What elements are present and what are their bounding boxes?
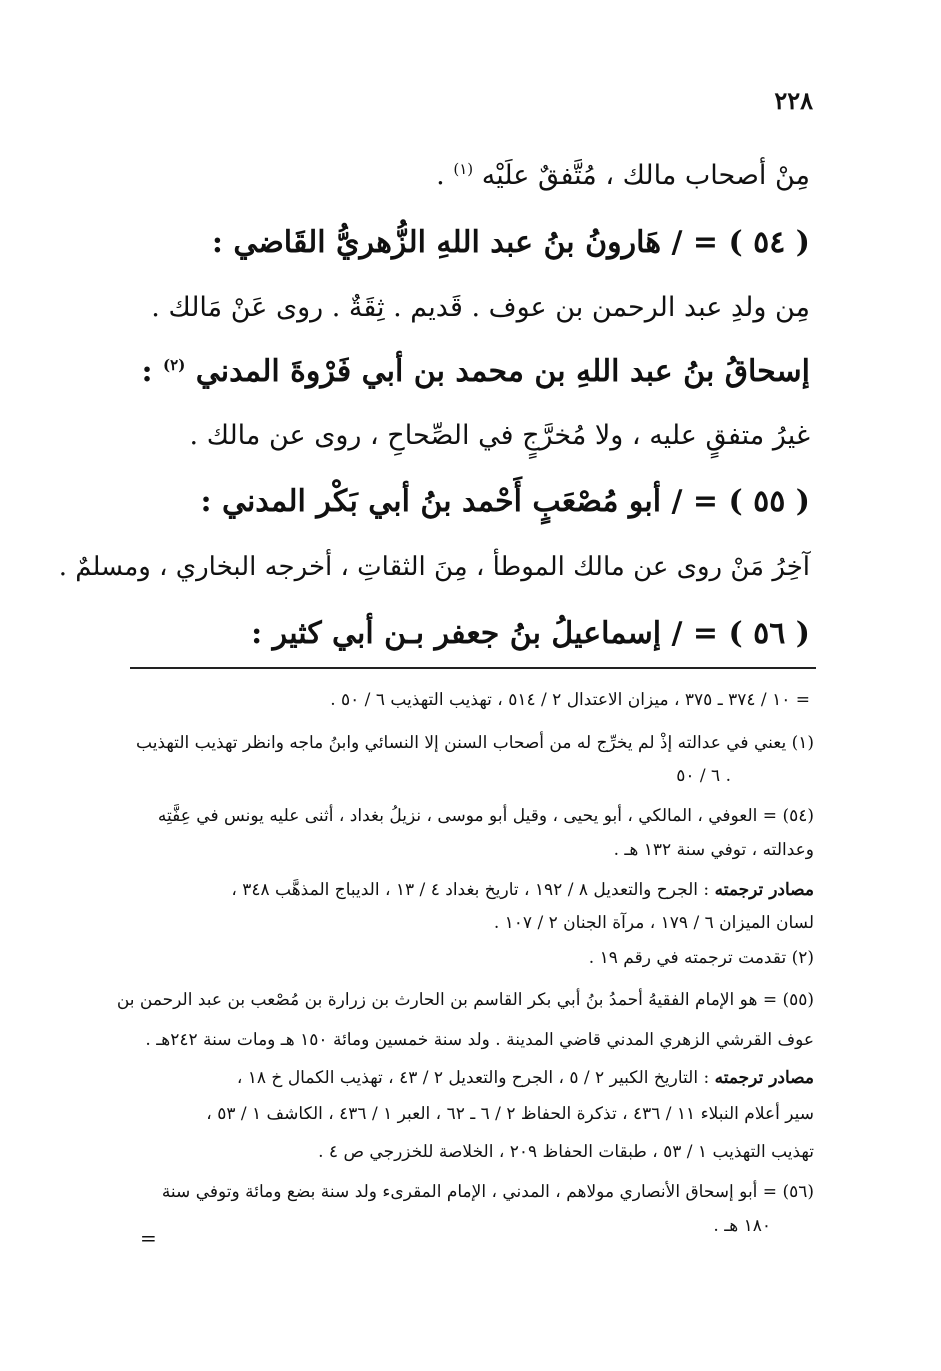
entry-heading-55: ( ٥٥ ) = / أبو مُصْعَبٍ أَحْمد بنُ أبي بَكْر المدني : [200,484,810,519]
footnote-line: عوف القرشي الزهري المدني قاضي المدينة . ولد سنة خمسين ومائة ١٥٠ هـ ومات سنة ٢٤٢هـ . [145,1030,814,1050]
footnote-line [237,1068,814,1088]
heading-end: : [141,354,153,389]
sources-label: مصادر ترجمته [714,880,814,900]
continuation-mark: = [140,1226,157,1250]
footnote-line: (٥٦) = أبو إسحاق الأنصاري مولاهم ، المدني ، الإمام المقرىء ولد سنة بضع ومائة وتوفي سنة [161,1182,814,1202]
entry-heading-54: ( ٥٤ ) = / هَارونُ بنُ عبد اللهِ الزُّهريُّ القَاضي : [211,225,810,260]
footnote-line: وعدالته ، توفي سنة ١٣٢ هـ . [613,840,814,860]
footnote-line: = ١٠ / ٣٧٤ ـ ٣٧٥ ، ميزان الاعتدال ٢ / ٥١٤ ، تهذيب التهذيب ٦ / ٥٠ . [330,690,810,710]
footnote-ref: (٢) [163,356,186,374]
text-line: آخِرُ مَنْ روى عن مالك الموطأ ، مِنَ الثقاتِ ، أخرجه البخاري ، ومسلمٌ . [58,552,810,582]
text-line: مِن ولدِ عبد الرحمن بن عوف . قَديم . ثِقَةٌ . روى عَنْ مَالك . [151,292,810,323]
text-line: غيرُ متفقٍ عليه ، ولا مُخرَّجٍ في الصِّحاحِ ، روى عن مالك . [189,420,810,451]
footnote-line: ٦ / ٥٠ . [676,766,731,786]
heading-text: إسحاقُ بنُ عبد اللهِ بن محمد بن أبي فَرْوةَ المدني [195,354,810,389]
footnote-line: (٥٥) = هو الإمام الفقيهُ أحمدُ بنُ أبي بكر القاسم بن الحارث بن زرارة بن مُصْعب بن عبد الرحمن بن [116,990,814,1010]
text-line-content: مِنْ أصحاب مالك ، مُتَّفقٌ علَيْه [481,160,810,191]
footnote-line [231,880,814,900]
sources-text: : الجرح والتعديل ٨ / ١٩٢ ، تاريخ بغداد ٤ / ١٣ ، الديباج المذهَّب ٣٤٨ ، [231,880,710,900]
text-line-end: . [436,160,445,191]
footnote-line: سير أعلام النبلاء ١١ / ٤٣٦ ، تذكرة الحفاظ ٢ / ٦ ـ ٦٢ ، العبر ١ / ٤٣٦ ، الكاشف ١ / ٥٣ ، [206,1104,814,1124]
text-line [436,160,810,191]
footnote-line: (١) يعني في عدالته إذْ لم يخرِّج له من أصحاب السنن إلا النسائي وابنُ ماجه وانظر تهذيب التهذيب [136,733,814,753]
entry-heading-ishaq [141,354,810,389]
footnote-line: تهذيب التهذيب ١ / ٥٣ ، طبقات الحفاظ ٢٠٩ ، الخلاصة للخزرجي ص ٤ . [318,1142,814,1162]
footnote-line: (٢) تقدمت ترجمته في رقم ١٩ . [588,948,814,968]
footnote-ref: (١) [453,160,474,178]
page-number: ٢٢٨ [774,86,813,115]
footnote-line: (٥٤) = العوفي ، المالكي ، أبو يحيى ، وقيل أبو موسى ، نزيلُ بغداد ، أثنى عليه يونس في عِفَّتِه [157,806,814,826]
sources-label: مصادر ترجمته [714,1068,814,1088]
footnote-line: لسان الميزان ٦ / ١٧٩ ، مرآة الجنان ٢ / ١٠٧ . [493,913,814,933]
footnote-line: ١٨٠ هـ . [713,1216,771,1236]
footnote-separator [130,667,816,669]
sources-text: : التاريخ الكبير ٢ / ٥ ، الجرح والتعديل ٢ / ٤٣ ، تهذيب الكمال خ ١٨ ، [236,1068,710,1088]
entry-heading-56: ( ٥٦ ) = / إسماعيلُ بنُ جعفر بـن أبي كثير : [251,616,810,651]
